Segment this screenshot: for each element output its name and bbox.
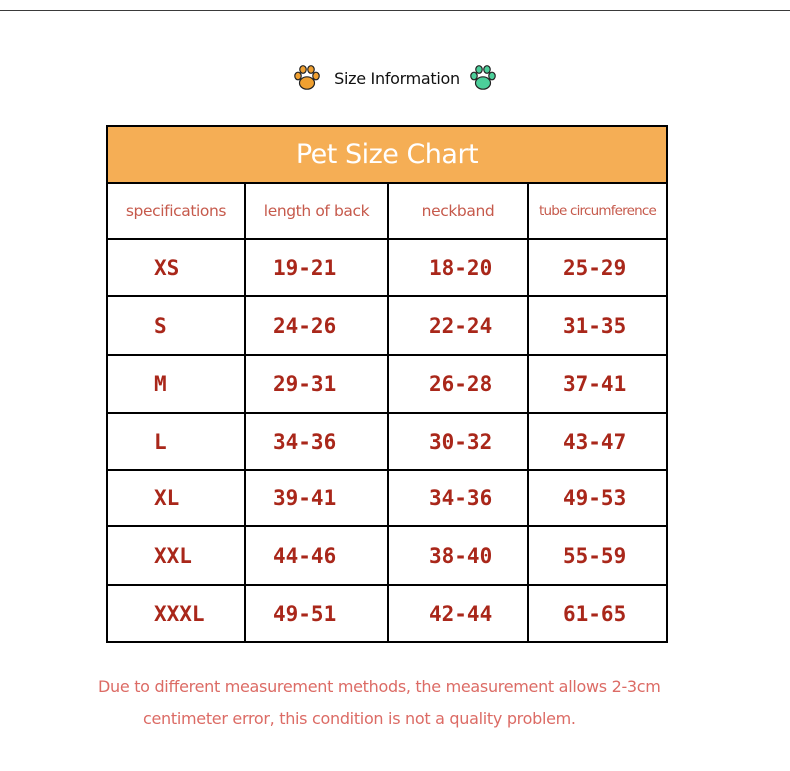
size-cell: M — [108, 355, 245, 413]
column-header-specifications: specifications — [108, 184, 245, 239]
header-row — [108, 184, 666, 239]
measurement-note-line2: centimeter error, this condition is not a quality problem. — [143, 709, 576, 728]
size-cell: XL — [108, 470, 245, 526]
paw-icon — [292, 63, 322, 93]
table-row — [108, 413, 666, 470]
column-header-tube-circumference: tube circumference — [528, 184, 666, 239]
column-header-neckband: neckband — [388, 184, 528, 239]
paw-icon — [468, 63, 498, 93]
column-header-length-of-back: length of back — [245, 184, 388, 239]
size-cell: XS — [108, 239, 245, 296]
tube-cell: 31-35 — [528, 296, 666, 355]
size-table — [108, 184, 666, 643]
tube-cell: 25-29 — [528, 239, 666, 296]
table-row — [108, 296, 666, 355]
length-cell: 19-21 — [245, 239, 388, 296]
neckband-cell: 34-36 — [388, 470, 528, 526]
header-title: Size Information — [334, 68, 460, 88]
measurement-note-line1: Due to different measurement methods, the measurement allows 2-3cm — [98, 677, 661, 696]
length-cell: 24-26 — [245, 296, 388, 355]
size-cell: XXL — [108, 526, 245, 585]
top-divider — [0, 10, 790, 11]
size-cell: XXXL — [108, 585, 245, 642]
neckband-cell: 42-44 — [388, 585, 528, 642]
pet-size-chart — [106, 125, 668, 643]
table-row — [108, 526, 666, 585]
tube-cell: 49-53 — [528, 470, 666, 526]
length-cell: 34-36 — [245, 413, 388, 470]
table-row — [108, 470, 666, 526]
neckband-cell: 22-24 — [388, 296, 528, 355]
tube-cell: 55-59 — [528, 526, 666, 585]
tube-cell: 61-65 — [528, 585, 666, 642]
tube-cell: 37-41 — [528, 355, 666, 413]
table-row — [108, 585, 666, 642]
size-cell: S — [108, 296, 245, 355]
size-cell: L — [108, 413, 245, 470]
length-cell: 39-41 — [245, 470, 388, 526]
neckband-cell: 18-20 — [388, 239, 528, 296]
neckband-cell: 30-32 — [388, 413, 528, 470]
table-row — [108, 355, 666, 413]
length-cell: 49-51 — [245, 585, 388, 642]
chart-title: Pet Size Chart — [108, 127, 666, 184]
tube-cell: 43-47 — [528, 413, 666, 470]
length-cell: 29-31 — [245, 355, 388, 413]
neckband-cell: 26-28 — [388, 355, 528, 413]
length-cell: 44-46 — [245, 526, 388, 585]
neckband-cell: 38-40 — [388, 526, 528, 585]
size-info-header — [0, 58, 790, 98]
table-row — [108, 239, 666, 296]
